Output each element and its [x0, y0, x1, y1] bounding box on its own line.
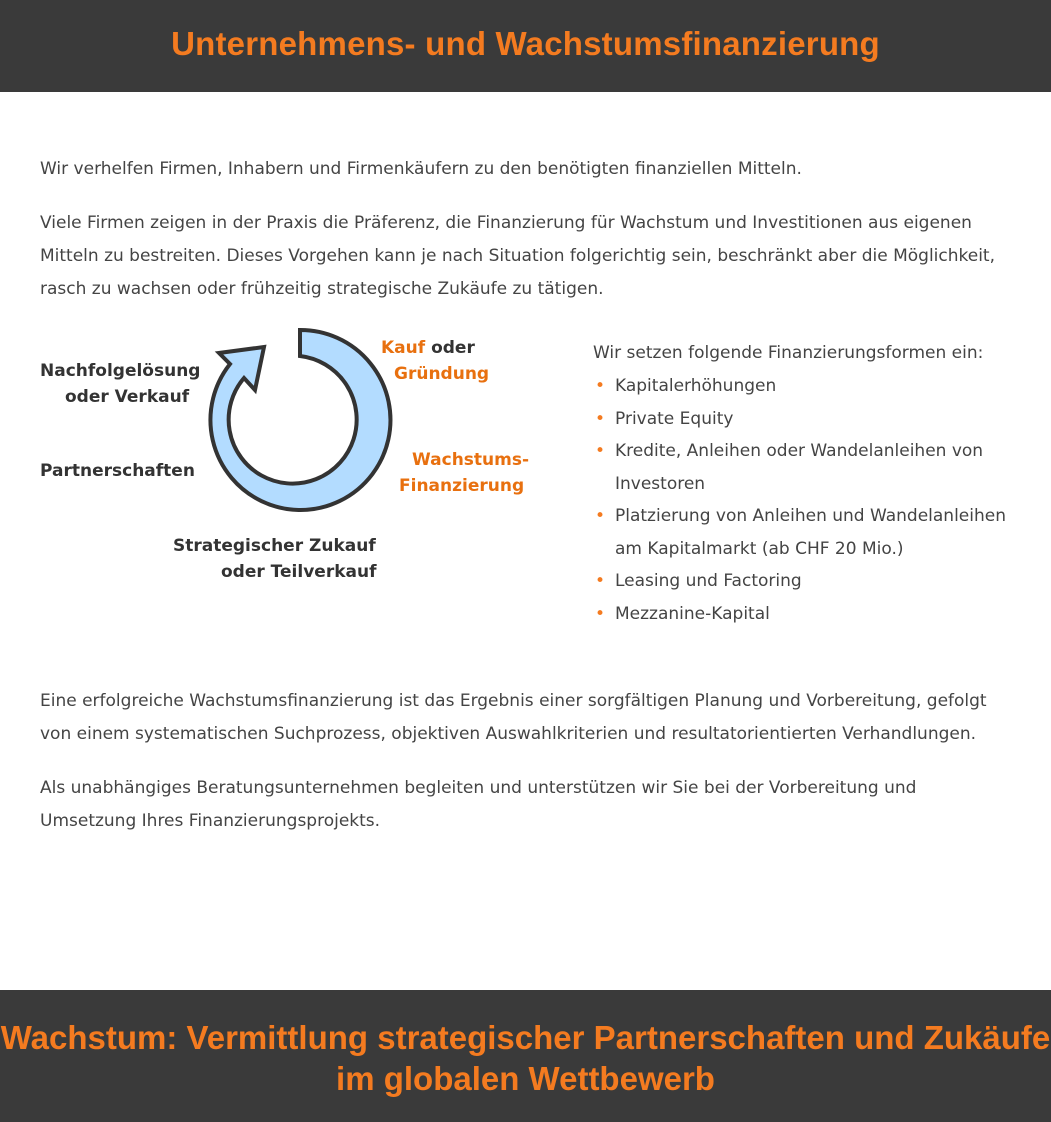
list-item: • Kapitalerhöhungen: [593, 370, 1013, 403]
preference-paragraph: Viele Firmen zeigen in der Praxis die Präferenz, die Finanzierung für Wachstum und Investitionen aus eigenen Mitteln zu bestreiten. Dieses Vorgehen kann je nach Situation folgerichtig sein, beschränkt aber die Möglichkeit, rasch zu wachsen oder frühzeitig strategische Zukäufe zu tätigen.: [40, 213, 996, 299]
bullet-icon: •: [595, 603, 606, 624]
bullet-icon: •: [595, 408, 606, 429]
bottom-banner: [0, 990, 1051, 1122]
list-item: • Leasing und Factoring: [593, 565, 1013, 598]
list-item: • Kredite, Anleihen oder Wandelanleihen von Investoren: [593, 435, 1013, 500]
label-strategischer-zukauf: Strategischer Zukauf: [173, 536, 376, 556]
label-verkauf: oder Verkauf: [65, 387, 190, 407]
list-item: • Platzierung von Anleihen und Wandelanleihen am Kapitalmarkt (ab CHF 20 Mio.): [593, 500, 1013, 565]
financing-forms-list: [593, 370, 1013, 630]
label-wachstums: Wachstums-: [412, 450, 530, 470]
section-heading: Wachstum: Vermittlung strategischer Partnerschaften und Zukäufe im globalen Wettbewerb: [0, 1019, 1051, 1097]
success-paragraph: Eine erfolgreiche Wachstumsfinanzierung ist das Ergebnis einer sorgfältigen Planung und Vorbereitung, gefolgt von einem systematischen Suchprozess, objektiven Auswahlkriterien und resultatorientierten Verhandlungen.: [40, 691, 987, 744]
label-nachfolgeloesung: Nachfolgelösung: [40, 361, 201, 381]
bullet-icon: •: [595, 376, 606, 396]
top-banner: [0, 0, 1051, 92]
label-gruendung: Gründung: [394, 364, 490, 384]
consulting-paragraph: Als unabhängiges Beratungsunternehmen begleiten und unterstützen wir Sie bei der Vorbereitung und Umsetzung Ihres Finanzierungsprojekts.: [40, 778, 917, 831]
label-partnerschaften: Partnerschaften: [40, 461, 195, 481]
intro-paragraph: Wir verhelfen Firmen, Inhabern und Firmenkäufern zu den benötigten finanziellen Mitteln.: [40, 159, 802, 179]
main-content: [40, 153, 1006, 859]
bullet-icon: •: [595, 571, 606, 591]
bullet-icon: •: [595, 506, 606, 526]
cycle-arrow-icon: [210, 330, 390, 510]
list-item: • Mezzanine-Kapital: [593, 598, 1013, 631]
financing-forms-intro: Wir setzen folgende Finanzierungsformen ein:: [593, 343, 984, 363]
page-title: Unternehmens- und Wachstumsfinanzierung: [171, 25, 880, 62]
bullet-icon: •: [595, 441, 606, 461]
financing-section: [40, 327, 1006, 669]
label-kauf-gruendung: Kauf oder: [381, 338, 475, 358]
label-finanzierung: Finanzierung: [399, 476, 525, 496]
label-teilverkauf: oder Teilverkauf: [221, 562, 377, 582]
list-item: • Private Equity: [593, 403, 1013, 436]
cycle-arrow-graphic: [200, 327, 400, 527]
financing-cycle-diagram: [40, 327, 550, 587]
financing-forms: [593, 337, 1013, 630]
